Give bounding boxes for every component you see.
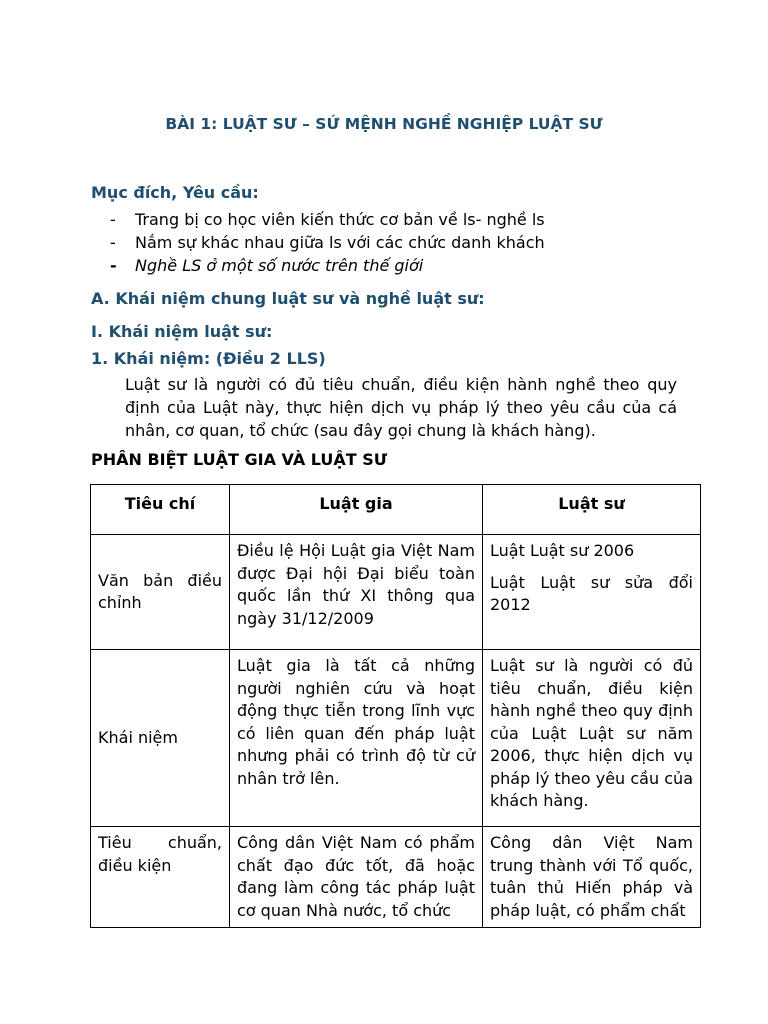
section-i-heading: I. Khái niệm luật sư:	[91, 322, 273, 341]
header-criterion: Tiêu chí	[91, 485, 230, 535]
criterion-cell	[91, 827, 230, 928]
comparison-table	[90, 484, 701, 928]
header-lawyer: Luật sư	[483, 485, 701, 535]
comparison-title: PHÂN BIỆT LUẬT GIA VÀ LUẬT SƯ	[91, 450, 388, 469]
lawyer-cell	[483, 535, 701, 650]
list-bullet: -	[110, 233, 116, 252]
header-jurist: Luật gia	[230, 485, 483, 535]
lawyer-law-2012: Luật Luật sư sửa đổi 2012	[490, 572, 693, 614]
concept-heading: 1. Khái niệm: (Điều 2 LLS)	[91, 349, 326, 368]
table-header-row	[91, 485, 701, 535]
purpose-item	[110, 231, 545, 254]
purpose-heading: Mục đích, Yêu cầu:	[91, 183, 259, 202]
purpose-item	[110, 254, 545, 277]
table-row	[91, 650, 701, 827]
lesson-title: BÀI 1: LUẬT SƯ – SỨ MỆNH NGHỀ NGHIỆP LUẬT SƯ	[165, 115, 603, 133]
jurist-cell	[230, 827, 483, 928]
lawyer-text: Công dân Việt Nam trung thành với Tổ quốc, tuân thủ Hiến pháp và pháp luật, có phẩm chất	[490, 833, 693, 920]
lawyer-cell: Luật sư là người có đủ tiêu chuẩn, điều kiện hành nghề theo quy định của Luật Luật sư năm 2006, thực hiện dịch vụ pháp lý theo yêu cầu của khách hàng.	[483, 650, 701, 827]
lawyer-law-2006: Luật Luật sư 2006	[490, 541, 635, 560]
jurist-cell: Điều lệ Hội Luật gia Việt Nam được Đại hội Đại biểu toàn quốc lần thứ XI thông qua ngày 31/12/2009	[230, 535, 483, 650]
list-bullet: -	[110, 210, 116, 229]
purpose-item-text: Trang bị co học viên kiến thức cơ bản về ls- nghề ls	[135, 210, 545, 229]
criterion-cell: Văn bản điều chỉnh	[91, 535, 230, 650]
table-row	[91, 827, 701, 928]
list-bullet: -	[110, 256, 117, 275]
purpose-list	[110, 208, 545, 277]
criterion-cell: Khái niệm	[91, 650, 230, 827]
purpose-item-text: Nắm sự khác nhau giữa ls với các chức danh khách	[135, 233, 545, 252]
jurist-cell: Luật gia là tất cả những người nghiên cứu và hoạt động thực tiễn trong lĩnh vực có liên quan đến pháp luật nhưng phải có trình độ từ cử nhân trở lên.	[230, 650, 483, 827]
lawyer-cell	[483, 827, 701, 928]
jurist-text: Công dân Việt Nam có phẩm chất đạo đức tốt, đã hoặc đang làm công tác pháp luật cơ quan Nhà nước, tổ chức	[237, 833, 475, 920]
lawyer-definition: Luật sư là người có đủ tiêu chuẩn, điều kiện hành nghề theo quy định của Luật này, thực hiện dịch vụ pháp lý theo yêu cầu của cá nhân, cơ quan, tổ chức (sau đây gọi chung là khách hàng).	[125, 375, 677, 440]
purpose-item-text: Nghề LS ở một số nước trên thế giới	[135, 256, 424, 275]
purpose-item	[110, 208, 545, 231]
table-row	[91, 535, 701, 650]
section-a-heading: A. Khái niệm chung luật sư và nghề luật sư:	[91, 289, 485, 308]
criterion-text: Tiêu chuẩn, điều kiện	[98, 833, 222, 875]
